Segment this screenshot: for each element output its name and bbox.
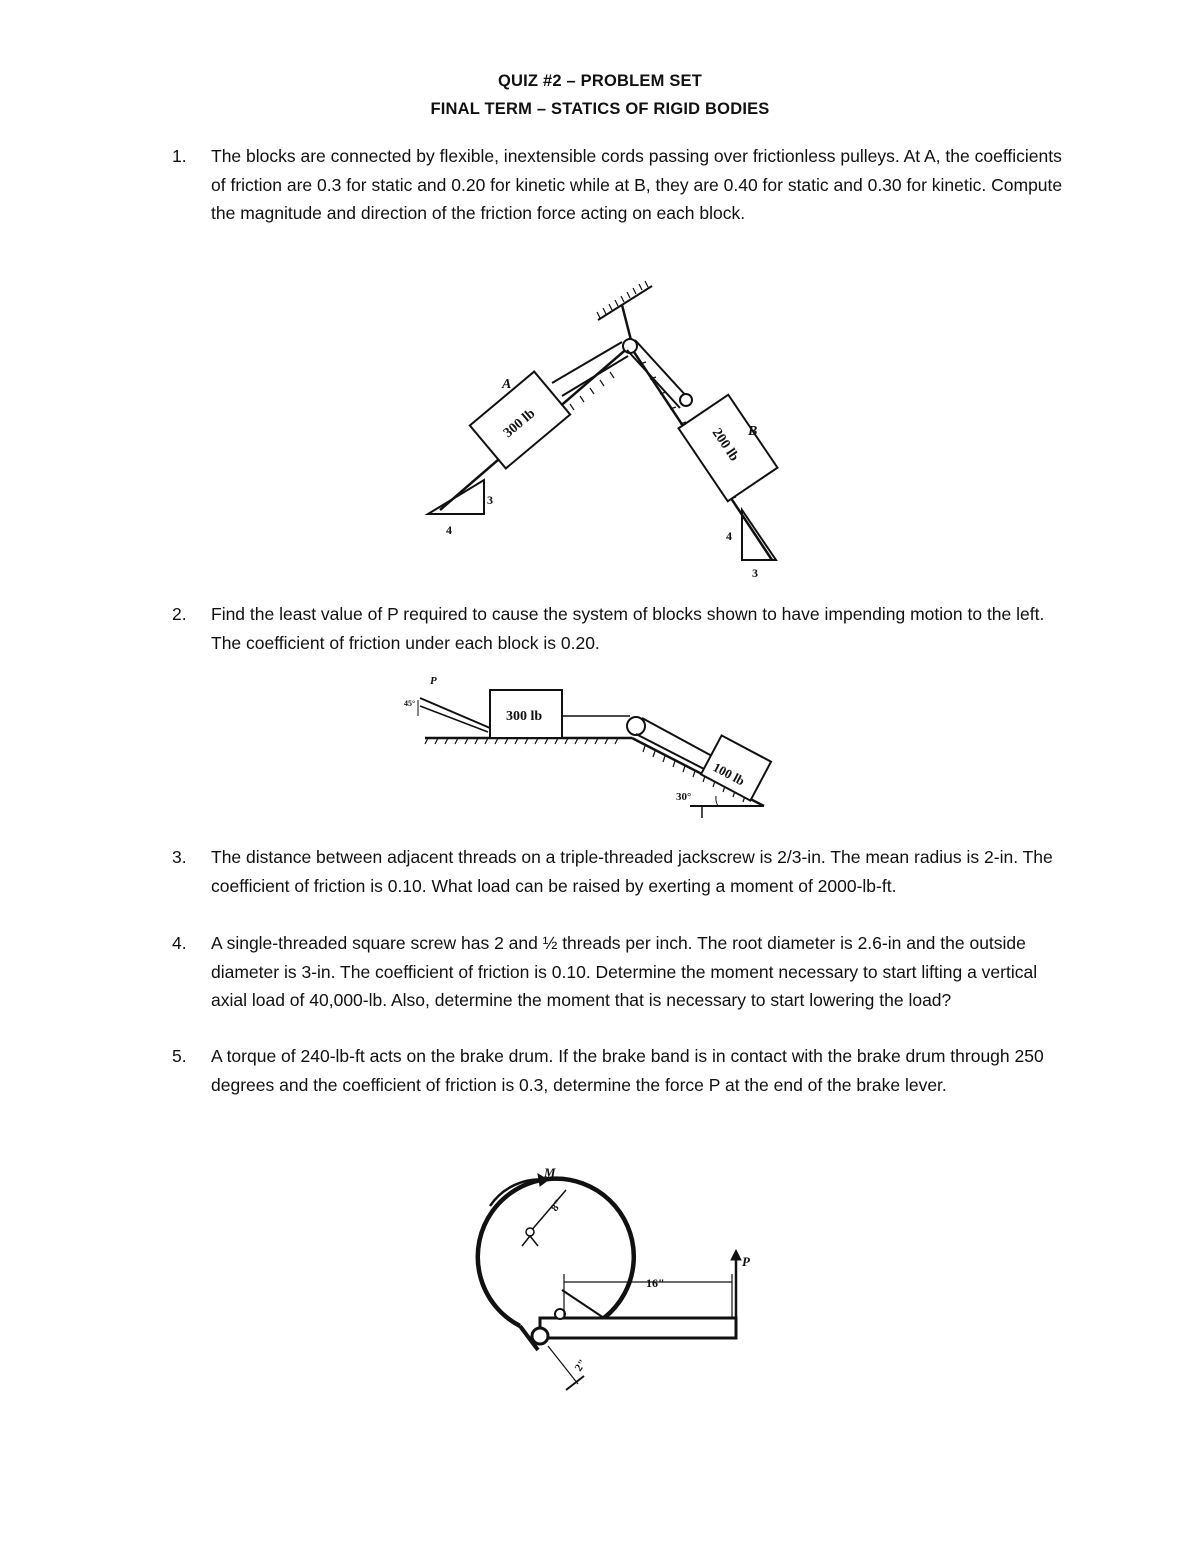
moment-label: M (544, 1165, 556, 1180)
problem-text: A torque of 240-lb-ft acts on the brake drum. If the brake band is in contact with the brake drum through 250 degrees and the coefficient of friction is 0.3, determine the force P at the end of the brake lever. (211, 1046, 1044, 1095)
incline-angle-label: 30° (676, 791, 692, 803)
force-p-arrowhead (731, 1250, 741, 1260)
block-a-label: A (502, 377, 512, 392)
problem-text: Find the least value of P required to cause the system of blocks shown to have impending motion to the left. The coefficient of friction under each block is 0.20. (211, 604, 1045, 653)
block-b-weight: 200 lb (708, 425, 742, 465)
block-100-weight: 100 lb (710, 759, 748, 789)
right-slope-rise: 4 (726, 529, 732, 543)
problem-text: The distance between adjacent threads on a triple-threaded jackscrew is 2/3-in. The mean radius is 2-in. The coefficient of friction is 0.10. What load can be raised by exerting a moment of 2000-lb-ft. (211, 847, 1053, 896)
left-slope-run: 4 (446, 523, 452, 537)
radius-line (530, 1190, 566, 1232)
radius-label: 8" (548, 1197, 566, 1214)
brake-lever (540, 1318, 736, 1338)
dimension-2-arrow (566, 1376, 584, 1390)
problem-number: 5. (172, 1046, 187, 1066)
problem-number: 3. (172, 847, 187, 867)
force-angle-label: 45° (404, 699, 416, 708)
problem-text: The blocks are connected by flexible, inextensible cords passing over frictionless pulleys. At A, the coefficients of friction are 0.3 for static and 0.20 for kinetic while at B, they are 0.40 for static and 0.30 for kinetic. Compute the magnitude and direction of the friction force acting on each block. (211, 146, 1063, 223)
band-end-right (562, 1290, 604, 1318)
page-subtitle: FINAL TERM – STATICS OF RIGID BODIES (430, 100, 770, 118)
force-p-label: P (430, 675, 437, 687)
problem-number: 1. (172, 146, 187, 166)
center-support (522, 1236, 538, 1246)
problem-number: 4. (172, 933, 187, 953)
block-300-weight: 300 lb (506, 709, 543, 724)
offset-label: 2" (572, 1357, 590, 1374)
lever-length-label: 16" (646, 1276, 665, 1290)
problem-number: 2. (172, 604, 187, 624)
right-slope-run: 3 (752, 566, 758, 580)
lever-pivot (532, 1328, 548, 1344)
page-title: QUIZ #2 – PROBLEM SET (497, 72, 703, 90)
force-p-label: P (742, 1254, 750, 1269)
problem-text: A single-threaded square screw has 2 and ½ threads per inch. The root diameter is 2.6-in and the outside diameter is 3-in. The coefficient of friction is 0.10. Determine the moment necessary to start lifting a vertical axial load of 40,000-lb. Also, determine the moment that is necessary to start lowering the load? (211, 933, 1038, 1010)
left-slope-rise: 3 (487, 493, 493, 507)
block-b-label: B (748, 424, 758, 439)
block-a-weight: 300 lb (500, 406, 539, 442)
